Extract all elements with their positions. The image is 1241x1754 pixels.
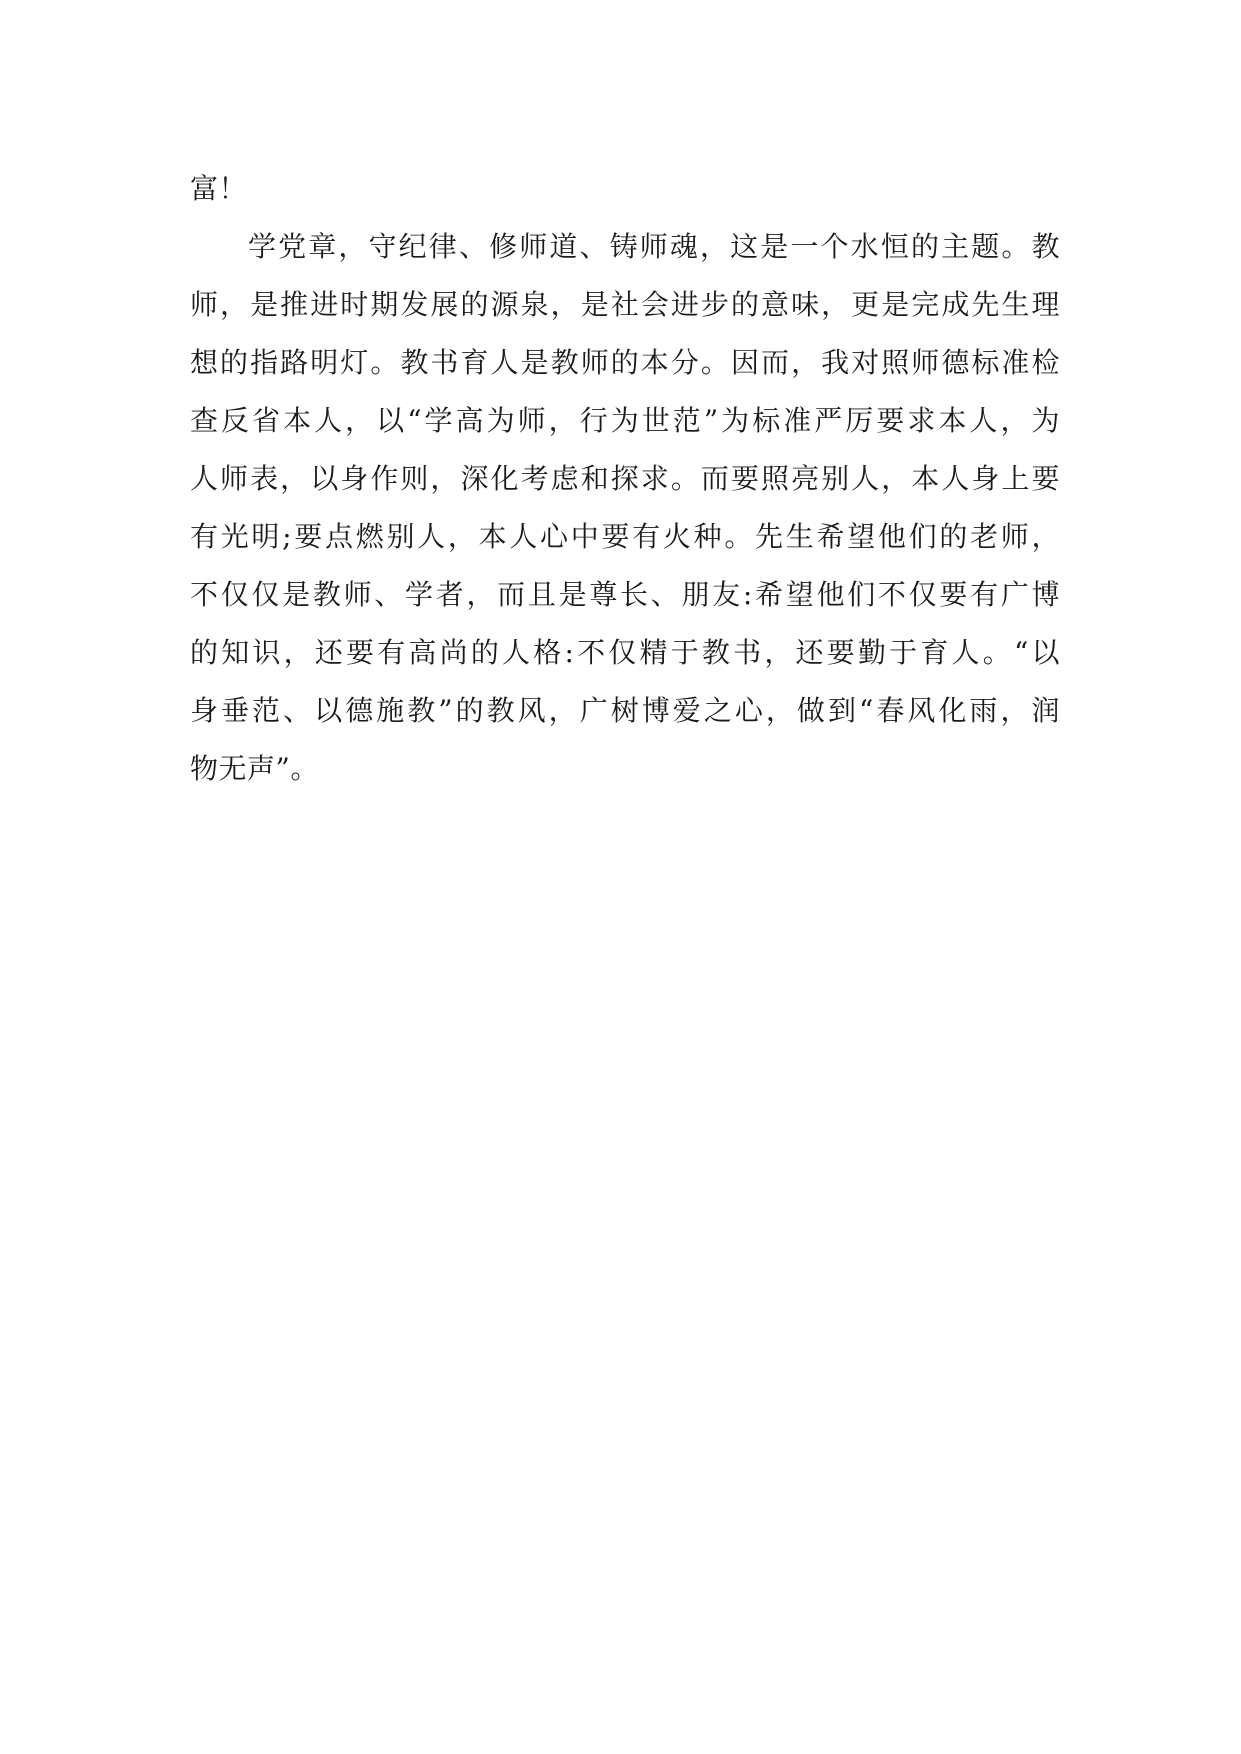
paragraph-line: 身垂范、以德施教”的教风，广树博爱之心，做到“春风化雨，润 <box>190 694 1060 727</box>
paragraph-line: 有光明;要点燃别人，本人心中要有火种。先生希望他们的老师， <box>190 520 1060 553</box>
paragraph-line: 查反省本人，以“学高为师，行为世范”为标准严厉要求本人，为 <box>190 404 1060 437</box>
paragraph-continuation-line: 富！ <box>190 172 248 205</box>
paragraph-line: 师，是推进时期发展的源泉，是社会进步的意味，更是完成先生理 <box>190 288 1060 321</box>
paragraph-line: 的知识，还要有高尚的人格:不仅精于教书，还要勤于育人。“以 <box>190 636 1060 669</box>
body-text <box>190 160 1060 798</box>
paragraph-line: 人师表，以身作则，深化考虑和探求。而要照亮别人，本人身上要 <box>190 462 1060 495</box>
paragraph-line: 不仅仅是教师、学者，而且是尊长、朋友:希望他们不仅要有广博 <box>190 578 1060 611</box>
paragraph-line: 学党章，守纪律、修师道、铸师魂，这是一个水恒的主题。教 <box>248 230 1060 263</box>
paragraph-line: 想的指路明灯。教书育人是教师的本分。因而，我对照师德标准检 <box>190 346 1060 379</box>
paragraph-line: 物无声”。 <box>190 752 319 785</box>
